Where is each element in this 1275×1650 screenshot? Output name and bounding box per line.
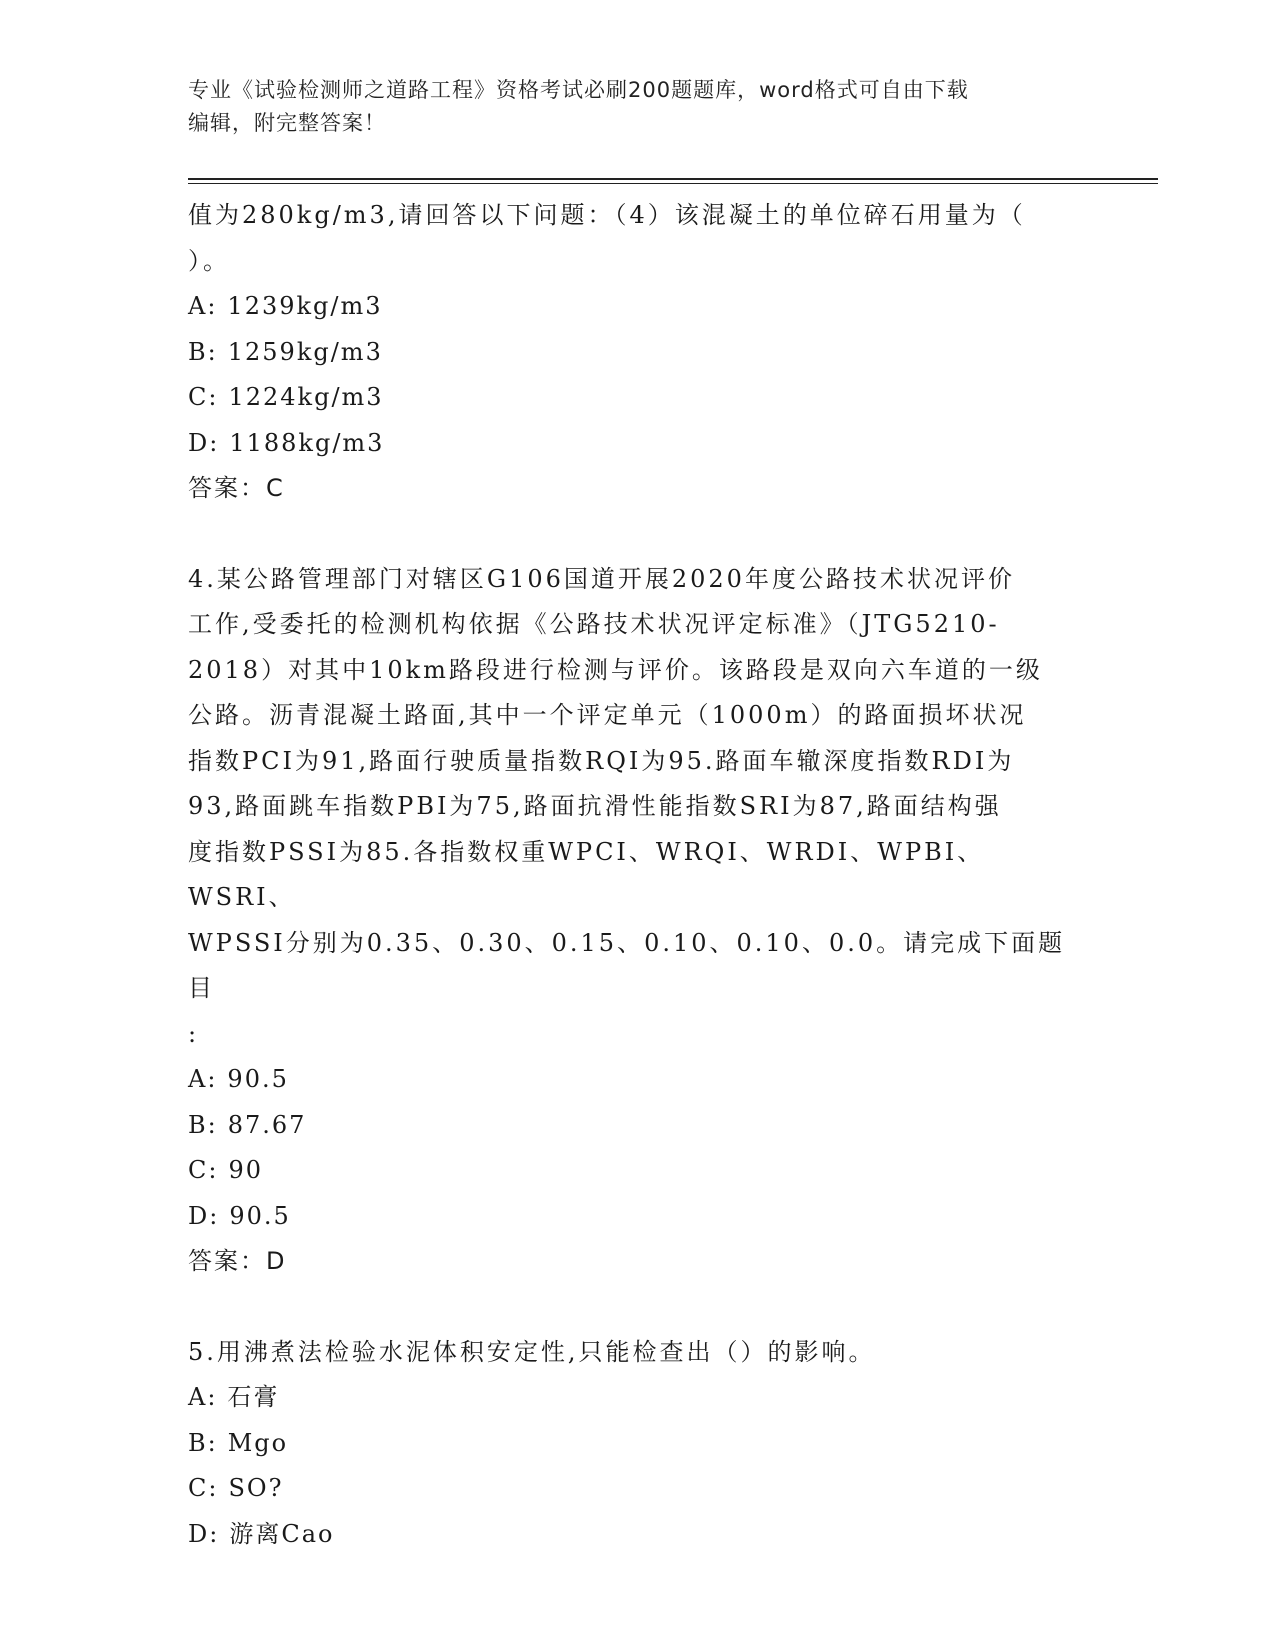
- question-5-option-c: [188, 1466, 1078, 1512]
- question-3-text-line-2: ）。: [188, 246, 230, 275]
- option-label: A:: [188, 292, 218, 320]
- option-label: A:: [188, 1065, 218, 1093]
- option-text: 90: [228, 1156, 263, 1184]
- question-4-line-3: 2018）对其中10km路段进行检测与评价。该路段是双向六车道的一级: [188, 655, 1043, 684]
- option-text: 87.67: [227, 1110, 307, 1139]
- option-text: 1239kg/m3: [227, 292, 383, 320]
- option-label: A:: [188, 1383, 218, 1411]
- option-text: 1259kg/m3: [227, 337, 383, 366]
- option-text: 90.5: [229, 1201, 291, 1230]
- question-4-line-8: WPSSI分别为0.35、0.30、0.15、0.10、0.10、0.0。请完成下面题目: [188, 928, 1066, 1002]
- option-text: SO?: [228, 1474, 284, 1502]
- header-divider-thick: [188, 178, 1158, 180]
- question-4-option-a: [188, 1057, 1078, 1103]
- question-4: [188, 557, 1078, 1285]
- question-3-text-line-1: 值为280kg/m3,请回答以下问题：（4）该混凝土的单位碎石用量为（: [188, 201, 1026, 229]
- spacer: [188, 1285, 1078, 1330]
- option-text: 游离Cao: [229, 1519, 335, 1548]
- option-label: D:: [188, 428, 220, 457]
- question-5-text: 5.用沸煮法检验水泥体积安定性,只能检查出（）的影响。: [188, 1337, 876, 1366]
- spacer: [188, 512, 1078, 557]
- question-5: [188, 1330, 1078, 1558]
- option-text: Mgo: [227, 1428, 289, 1457]
- question-4-answer: 答案：D: [188, 1247, 287, 1275]
- document-header: [188, 74, 1088, 140]
- header-line-1: 专业《试验检测师之道路工程》资格考试必刷200题题库，word格式可自由下载: [188, 78, 969, 102]
- option-label: B:: [188, 1428, 218, 1457]
- option-text: 1188kg/m3: [229, 428, 385, 457]
- question-3-option-c: [188, 375, 1078, 421]
- option-text: 1224kg/m3: [228, 383, 384, 411]
- question-5-option-b: [188, 1421, 1078, 1467]
- question-3-option-d: [188, 421, 1078, 467]
- question-4-line-6: 93,路面跳车指数PBI为75,路面抗滑性能指数SRI为87,路面结构强: [188, 792, 1002, 820]
- document-body: [188, 193, 1078, 1557]
- question-3: [188, 193, 1078, 512]
- question-4-line-9: :: [188, 1019, 200, 1048]
- question-3-option-a: [188, 284, 1078, 330]
- question-4-option-b: [188, 1103, 1078, 1149]
- option-text: 石膏: [227, 1383, 280, 1411]
- option-label: B:: [188, 337, 218, 366]
- option-label: D:: [188, 1201, 220, 1230]
- question-3-answer: 答案：C: [188, 474, 285, 502]
- question-4-line-1: 4.某公路管理部门对辖区G106国道开展2020年度公路技术状况评价: [188, 564, 1015, 593]
- question-4-option-d: [188, 1194, 1078, 1240]
- header-line-2: 编辑，附完整答案！: [188, 111, 386, 135]
- question-5-option-a: [188, 1375, 1078, 1421]
- question-4-line-4: 公路。沥青混凝土路面,其中一个评定单元（1000m）的路面损坏状况: [188, 701, 1027, 729]
- option-text: 90.5: [227, 1065, 289, 1093]
- question-4-line-2: 工作,受委托的检测机构依据《公路技术状况评定标准》（JTG5210-: [188, 610, 1000, 638]
- question-4-line-5: 指数PCI为91,路面行驶质量指数RQI为95.路面车辙深度指数RDI为: [188, 746, 1015, 775]
- option-label: C:: [188, 383, 219, 411]
- option-label: C:: [188, 1474, 219, 1502]
- question-3-option-b: [188, 330, 1078, 376]
- option-label: B:: [188, 1110, 218, 1139]
- option-label: C:: [188, 1156, 219, 1184]
- question-4-option-c: [188, 1148, 1078, 1194]
- option-label: D:: [188, 1519, 220, 1548]
- question-4-line-7: 度指数PSSI为85.各指数权重WPCI、WRQI、WRDI、WPBI、WSRI、: [188, 837, 985, 911]
- header-divider-thin: [188, 183, 1158, 184]
- question-5-option-d: [188, 1512, 1078, 1558]
